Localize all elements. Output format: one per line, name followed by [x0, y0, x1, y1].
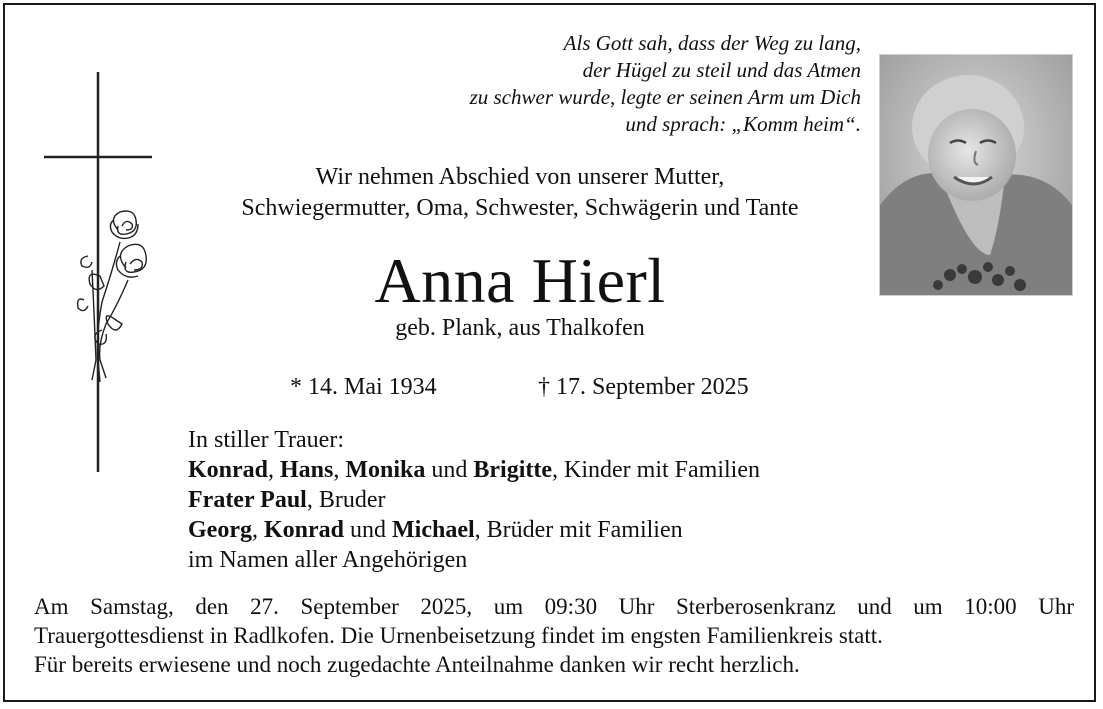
mourners-heading: In stiller Trauer: — [188, 427, 344, 453]
death-date: † 17. September 2025 — [538, 374, 749, 400]
separator: , — [251, 517, 264, 543]
intro-line: Schwiegermutter, Oma, Schwester, Schwägerin und Tante — [241, 195, 799, 221]
relation: , Brüder mit Familien — [474, 517, 683, 543]
mourner-name: Monika — [345, 457, 426, 483]
cross-and-roses — [40, 70, 160, 480]
cross-icon — [40, 70, 160, 480]
poem-line: zu schwer wurde, legte er seinen Arm um Dich — [469, 85, 861, 109]
separator: , — [333, 457, 346, 483]
mourners-line — [188, 455, 760, 485]
mourners-block — [188, 425, 760, 575]
footer-line: Am Samstag, den 27. September 2025, um 09:30 Uhr Sterberosenkranz und um 10:00 Uhr — [34, 594, 1074, 619]
relation: , Bruder — [306, 487, 386, 513]
roses-icon — [78, 211, 147, 382]
footer-line: Für bereits erwiesene und noch zugedachte Anteilnahme danken wir recht herzlich. — [34, 652, 800, 677]
mourner-name: Hans — [280, 457, 334, 483]
separator: und — [425, 457, 474, 483]
portrait-photo — [879, 54, 1073, 296]
footer-line: Trauergottesdienst in Radlkofen. Die Urnenbeisetzung findet im engsten Familienkreis statt. — [34, 623, 883, 648]
mourners-line — [188, 485, 760, 515]
poem-line: Als Gott sah, dass der Weg zu lang, — [563, 31, 861, 55]
mourner-name: Michael — [392, 517, 475, 543]
mourner-name: Brigitte — [473, 457, 553, 483]
farewell-intro — [170, 162, 870, 224]
poem — [470, 30, 861, 138]
relation: , Kinder mit Familien — [552, 457, 761, 483]
portrait-image — [880, 55, 1072, 295]
birth-date: * 14. Mai 1934 — [290, 374, 437, 400]
poem-line: und sprach: „Komm heim“. — [625, 112, 861, 136]
birth-name: geb. Plank, aus Thalkofen — [395, 315, 645, 341]
mourners-line — [188, 515, 760, 545]
mourner-name: Konrad — [188, 457, 269, 483]
intro-line: Wir nehmen Abschied von unserer Mutter, — [315, 164, 725, 190]
separator: und — [344, 517, 392, 543]
mourner-name: Frater Paul — [188, 487, 307, 513]
mourner-name: Konrad — [263, 517, 344, 543]
separator: , — [268, 457, 281, 483]
poem-line: der Hügel zu steil und das Atmen — [582, 58, 861, 82]
mourner-name: Georg — [188, 517, 252, 543]
service-info — [34, 592, 1074, 679]
mourners-line: im Namen aller Angehörigen — [188, 547, 468, 573]
deceased-name: Anna Hierl — [374, 245, 666, 316]
